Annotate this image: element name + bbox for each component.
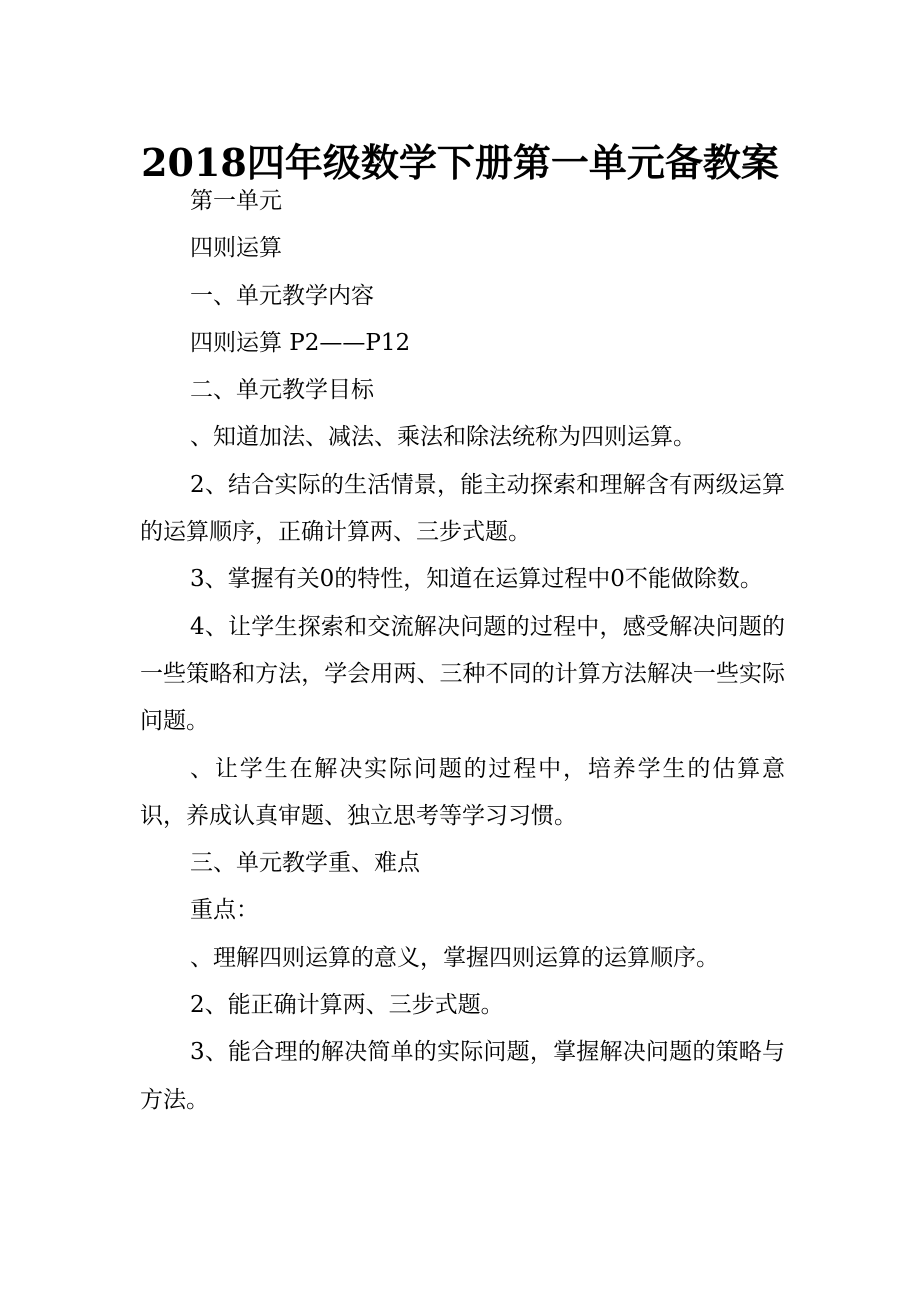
goal-item-1: 、知道加法、减法、乘法和除法统称为四则运算。 bbox=[190, 424, 696, 451]
paragraph-page-range: 四则运算 P2——P12 bbox=[190, 329, 411, 356]
document-body bbox=[140, 178, 785, 1124]
goal-item-3: 3、掌握有关0的特性，知道在运算过程中0不能做除数。 bbox=[190, 566, 763, 593]
key-point-item-2: 2、能正确计算两、三步式题。 bbox=[190, 992, 504, 1019]
section-heading-content: 一、单元教学内容 bbox=[190, 282, 374, 309]
key-point-item-3: 3、能合理的解决简单的实际问题，掌握解决问题的策略与方法。 bbox=[140, 1039, 785, 1113]
goal-item-2: 2、结合实际的生活情景，能主动探索和理解含有两级运算的运算顺序，正确计算两、三步式题。 bbox=[140, 471, 785, 546]
section-heading-goals: 二、单元教学目标 bbox=[190, 377, 374, 404]
goal-item-5: 、让学生在解决实际问题的过程中，培养学生的估算意识，养成认真审题、独立思考等学习习惯。 bbox=[140, 755, 785, 829]
document-title: 2018四年级数学下册第一单元备教案 bbox=[141, 140, 779, 186]
goal-item-4: 4、让学生探索和交流解决问题的过程中，感受解决问题的一些策略和方法，学会用两、三种不同的计算方法解决一些实际问题。 bbox=[140, 613, 785, 735]
paragraph-unit: 第一单元 bbox=[190, 188, 282, 214]
section-heading-key-points: 三、单元教学重、难点 bbox=[190, 850, 420, 877]
paragraph-topic: 四则运算 bbox=[190, 235, 282, 262]
key-points-label: 重点： bbox=[190, 897, 259, 924]
key-point-item-1: 、理解四则运算的意义，掌握四则运算的运算顺序。 bbox=[190, 944, 719, 971]
